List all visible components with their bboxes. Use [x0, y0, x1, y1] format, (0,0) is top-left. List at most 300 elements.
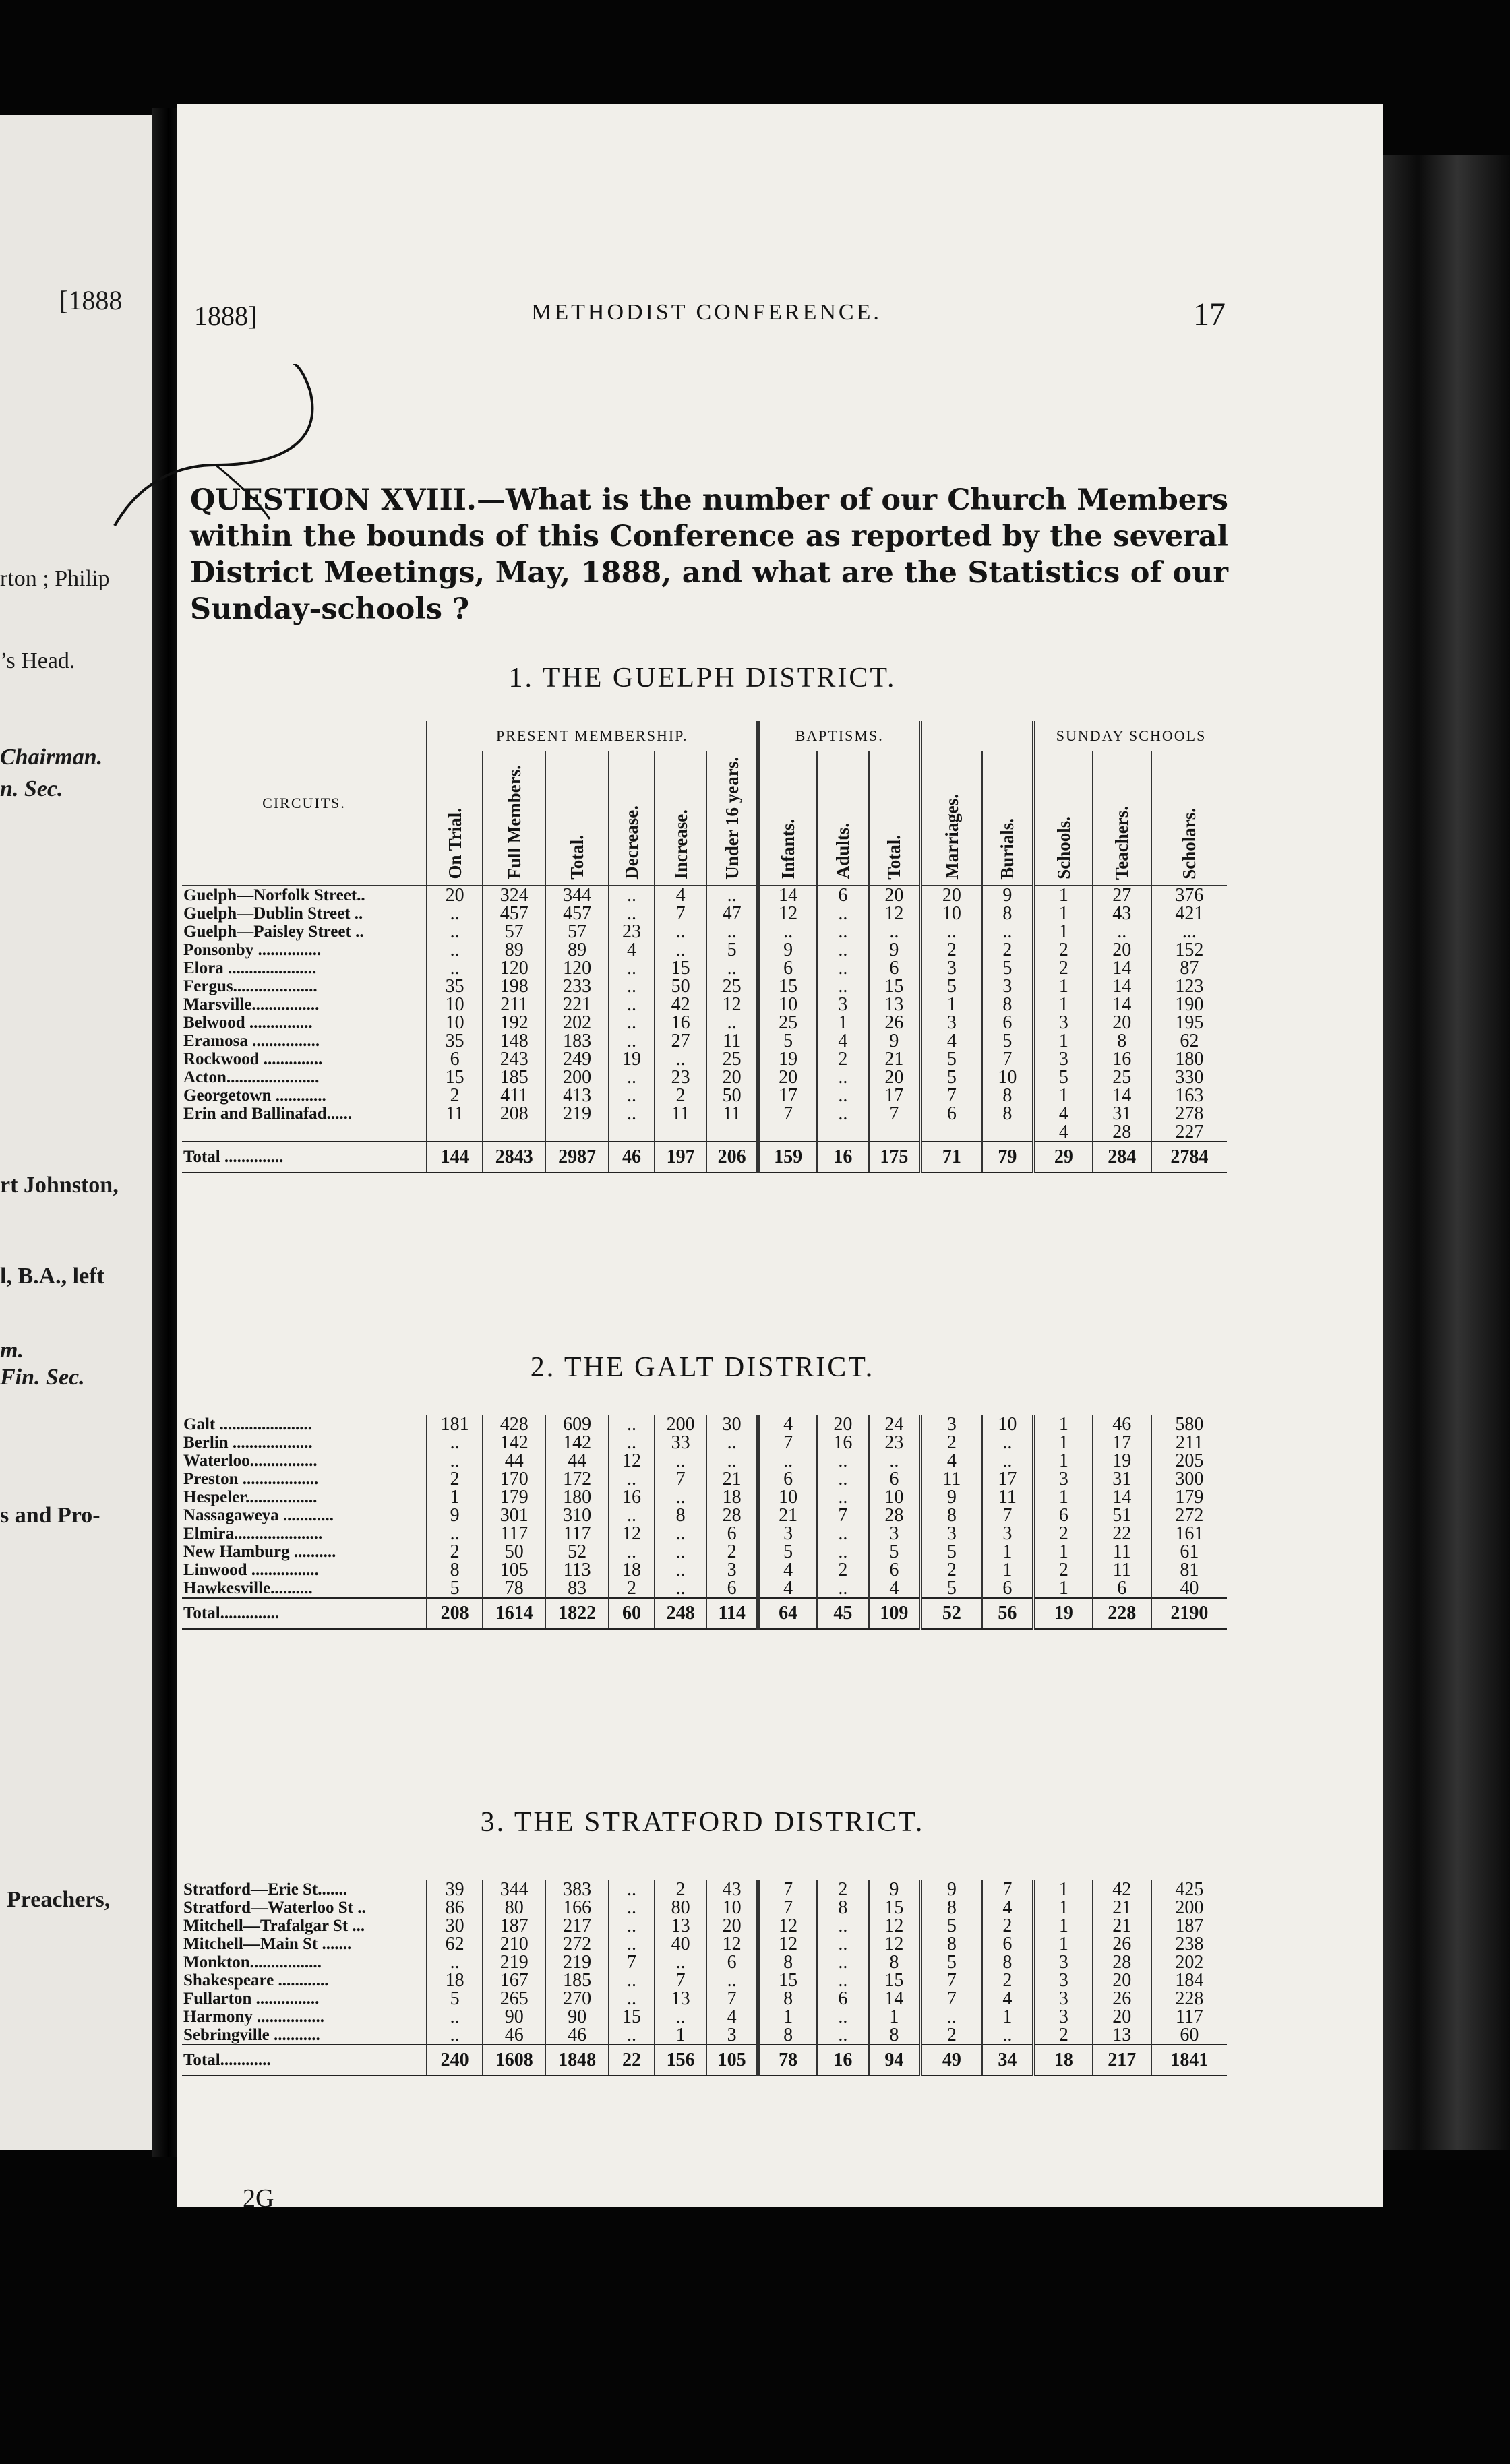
circuit-name: New Hamburg ..........	[183, 1543, 336, 1561]
cell-value: 2843	[483, 1142, 545, 1173]
cell-value: 120	[483, 959, 545, 977]
cell-value: 49	[920, 2045, 982, 2076]
cell-value: 457	[545, 904, 608, 923]
table-row	[182, 1899, 1227, 1917]
cell-value: 6	[982, 1014, 1034, 1032]
cell-value: ..	[609, 1917, 655, 1935]
cell-value: 206	[706, 1142, 758, 1173]
cell-value: 4	[758, 1561, 817, 1579]
cell-value: 272	[545, 1935, 608, 1953]
cell-value: 12	[758, 904, 817, 923]
table-row	[182, 1470, 1227, 1488]
cell-value: 2	[920, 2026, 982, 2045]
cell-value: ..	[655, 1050, 706, 1068]
cell-value: ..	[817, 1579, 869, 1598]
cell-value: 1	[1034, 1880, 1093, 1899]
cell-value: 18	[427, 1971, 483, 1990]
cell-value: ..	[869, 1452, 921, 1470]
cell-value: 12	[869, 904, 921, 923]
cell-value: 25	[706, 1050, 758, 1068]
cell-value: 3	[706, 1561, 758, 1579]
column-header: Burials.	[997, 818, 1018, 880]
circuit-name: Total..............	[182, 1598, 427, 1629]
cell-value: 11	[655, 1105, 706, 1123]
cell-value: ..	[817, 1971, 869, 1990]
signature-mark: 2G	[243, 2184, 274, 2213]
cell-value: 105	[483, 1561, 545, 1579]
table-row	[182, 1452, 1227, 1470]
cell-value: 2	[427, 1543, 483, 1561]
cell-value: 1	[1034, 1543, 1093, 1561]
table-row	[182, 1506, 1227, 1524]
cell-value: 284	[1093, 1142, 1151, 1173]
cell-value: 13	[655, 1917, 706, 1935]
cell-value: 3	[758, 1524, 817, 1543]
cell-value: 52	[545, 1543, 608, 1561]
table-row	[182, 2026, 1227, 2045]
cell-value: 4	[758, 1579, 817, 1598]
cell-value: 301	[483, 1506, 545, 1524]
cell-value: 12	[609, 1452, 655, 1470]
cell-value: 28	[706, 1506, 758, 1524]
table-row	[182, 1105, 1227, 1123]
cell-value: 11	[920, 1470, 982, 1488]
cell-value: 6	[817, 1990, 869, 2008]
cell-value: ..	[706, 1971, 758, 1990]
cell-value	[758, 1123, 817, 1142]
cell-value: 43	[706, 1880, 758, 1899]
cell-value: 2190	[1151, 1598, 1227, 1629]
cell-value: 83	[545, 1579, 608, 1598]
cell-value: 421	[1151, 904, 1227, 923]
cell-value: 10	[920, 904, 982, 923]
table-row	[182, 904, 1227, 923]
cell-value: 78	[483, 1579, 545, 1598]
cell-value: 20	[1093, 2008, 1151, 2026]
cell-value: 23	[869, 1434, 921, 1452]
cell-value: 200	[1151, 1899, 1227, 1917]
cell-value: 2	[1034, 941, 1093, 959]
cell-value: 2	[982, 941, 1034, 959]
cell-value: 6	[869, 1470, 921, 1488]
cell-value: 44	[545, 1452, 608, 1470]
cell-value: 1	[920, 995, 982, 1014]
cell-value: 33	[655, 1434, 706, 1452]
cell-value: 1	[758, 2008, 817, 2026]
cell-value: 19	[1093, 1452, 1151, 1470]
cell-value: 2	[609, 1579, 655, 1598]
cell-value: 6	[1093, 1579, 1151, 1598]
cell-value: 15	[655, 959, 706, 977]
cell-value: 40	[1151, 1579, 1227, 1598]
galt-district-table	[182, 1415, 1227, 1630]
table-row	[182, 886, 1227, 904]
cell-value: 20	[758, 1068, 817, 1086]
cell-value: 50	[483, 1543, 545, 1561]
cell-value: 7	[982, 1506, 1034, 1524]
district-title-galt: 2. THE GALT DISTRICT.	[530, 1352, 875, 1383]
cell-value: 25	[706, 977, 758, 995]
cell-value: 3	[920, 1415, 982, 1434]
cell-value	[655, 1123, 706, 1142]
cell-value: 11	[706, 1032, 758, 1050]
cell-value: 12	[706, 1935, 758, 1953]
cell-value: 227	[1151, 1123, 1227, 1142]
cell-value: 272	[1151, 1506, 1227, 1524]
cell-value: ...	[1151, 923, 1227, 941]
cell-value: 1	[1034, 1579, 1093, 1598]
table-row	[182, 1990, 1227, 2008]
cell-value: 249	[545, 1050, 608, 1068]
cell-value: 3	[1034, 1014, 1093, 1032]
cell-value: 35	[427, 1032, 483, 1050]
cell-value: ..	[869, 923, 921, 941]
cell-value: 39	[427, 1880, 483, 1899]
cell-value: 27	[1093, 886, 1151, 904]
cell-value: ..	[817, 1935, 869, 1953]
cell-value: 42	[1093, 1880, 1151, 1899]
cell-value: ..	[982, 2026, 1034, 2045]
cell-value: 185	[545, 1971, 608, 1990]
cell-value: 10	[758, 995, 817, 1014]
cell-value: 90	[545, 2008, 608, 2026]
circuit-name: Stratford—Erie St.......	[183, 1880, 348, 1899]
cell-value: 64	[758, 1598, 817, 1629]
cell-value: 8	[920, 1506, 982, 1524]
table-row	[182, 1953, 1227, 1971]
cell-value: 6	[982, 1935, 1034, 1953]
cell-value: 8	[982, 1086, 1034, 1105]
cell-value: 11	[1093, 1561, 1151, 1579]
question-xviii: QUESTION XVIII.—What is the number of our Church Members within the bounds of this Conference as reported by the several District Meetings, May, 1888, and what are the Statistics of our Sunday-schools ?	[190, 483, 1228, 626]
cell-value: 3	[920, 1014, 982, 1032]
cell-value: 7	[758, 1434, 817, 1452]
cell-value: 217	[1093, 2045, 1151, 2076]
cell-value: 9	[427, 1506, 483, 1524]
cell-value: ..	[427, 1524, 483, 1543]
cell-value: 1	[982, 1543, 1034, 1561]
cell-value: 56	[982, 1598, 1034, 1629]
cell-value: 8	[920, 1935, 982, 1953]
cell-value: 170	[483, 1470, 545, 1488]
district-title-guelph: 1. THE GUELPH DISTRICT.	[508, 663, 897, 694]
cell-value: 4	[655, 886, 706, 904]
cell-value: 8	[982, 1105, 1034, 1123]
cell-value: 7	[920, 1971, 982, 1990]
cell-value: 1	[655, 2026, 706, 2045]
cell-value: 2	[706, 1543, 758, 1561]
circuit-name: Guelph—Paisley Street ..	[183, 922, 364, 941]
cell-value: 6	[758, 1470, 817, 1488]
cell-value: 219	[545, 1105, 608, 1123]
cell-value: 14	[1093, 977, 1151, 995]
cell-value: 50	[706, 1086, 758, 1105]
cell-value: 7	[609, 1953, 655, 1971]
cell-value: 52	[920, 1598, 982, 1629]
cell-value: 8	[920, 1899, 982, 1917]
cell-value: 5	[920, 1543, 982, 1561]
cell-value: 1841	[1151, 2045, 1227, 2076]
cell-value: ..	[817, 1470, 869, 1488]
cell-value: 167	[483, 1971, 545, 1990]
cell-value: 3	[982, 977, 1034, 995]
cell-value: 7	[758, 1880, 817, 1899]
table-row	[182, 1917, 1227, 1935]
cell-value: 197	[655, 1142, 706, 1173]
table-row	[182, 941, 1227, 959]
table-row	[182, 923, 1227, 941]
cell-value: 2	[920, 941, 982, 959]
cell-value: 60	[1151, 2026, 1227, 2045]
stratford-district-table	[182, 1880, 1227, 2076]
cell-value: ..	[427, 923, 483, 941]
cell-value: 9	[869, 1032, 921, 1050]
cell-value: 184	[1151, 1971, 1227, 1990]
cell-value: 10	[427, 1014, 483, 1032]
left-page-line: l, B.A., left	[0, 1264, 104, 1289]
cell-value: 7	[655, 1971, 706, 1990]
cell-value: 8	[817, 1899, 869, 1917]
cell-value: 15	[758, 1971, 817, 1990]
cell-value: ..	[817, 1488, 869, 1506]
cell-value	[869, 1123, 921, 1142]
cell-value: 5	[920, 1917, 982, 1935]
cell-value: 7	[920, 1086, 982, 1105]
cell-value: 192	[483, 1014, 545, 1032]
cell-value: 202	[1151, 1953, 1227, 1971]
cell-value: 7	[982, 1880, 1034, 1899]
cell-value: 183	[545, 1032, 608, 1050]
cell-value: 7	[706, 1990, 758, 2008]
table-row	[182, 1415, 1227, 1434]
cell-value: 233	[545, 977, 608, 995]
cell-value: 3	[1034, 1050, 1093, 1068]
circuit-name: Preston ..................	[183, 1470, 319, 1488]
cell-value	[427, 1123, 483, 1142]
cell-value: 4	[609, 941, 655, 959]
cell-value: 8	[427, 1561, 483, 1579]
circuit-name: Guelph—Norfolk Street..	[183, 886, 365, 904]
cell-value: 12	[706, 995, 758, 1014]
cell-value: ..	[706, 1434, 758, 1452]
cell-value: 14	[869, 1990, 921, 2008]
guelph-district-table	[182, 721, 1227, 1173]
cell-value: 4	[920, 1032, 982, 1050]
cell-value: ..	[609, 904, 655, 923]
cell-value: 12	[758, 1917, 817, 1935]
cell-value: 198	[483, 977, 545, 995]
cell-value: 1	[1034, 1415, 1093, 1434]
cell-value: ..	[817, 1524, 869, 1543]
circuit-name	[182, 1123, 427, 1142]
cell-value: 28	[869, 1506, 921, 1524]
cell-value: 208	[483, 1105, 545, 1123]
cell-value: ..	[427, 941, 483, 959]
cell-value	[706, 1123, 758, 1142]
cell-value: 21	[869, 1050, 921, 1068]
circuit-name: Total............	[182, 2045, 427, 2076]
cell-value: 580	[1151, 1415, 1227, 1434]
table-row	[182, 1032, 1227, 1050]
cell-value: 148	[483, 1032, 545, 1050]
cell-value: 228	[1093, 1598, 1151, 1629]
cell-value	[483, 1123, 545, 1142]
cell-value: 90	[483, 2008, 545, 2026]
cell-value: 10	[982, 1068, 1034, 1086]
cell-value: 35	[427, 977, 483, 995]
cell-value: 330	[1151, 1068, 1227, 1086]
cell-value: 17	[982, 1470, 1034, 1488]
cell-value: 3	[920, 1524, 982, 1543]
table-row	[182, 1123, 1227, 1142]
cell-value: ..	[920, 2008, 982, 2026]
cell-value: 61	[1151, 1543, 1227, 1561]
column-header: Scholars.	[1179, 807, 1200, 880]
circuit-name: Linwood ................	[183, 1561, 319, 1579]
cell-value: 16	[655, 1014, 706, 1032]
cell-value: 62	[427, 1935, 483, 1953]
cell-value: ..	[427, 904, 483, 923]
cell-value: 15	[758, 977, 817, 995]
cell-value: 2	[982, 1971, 1034, 1990]
cell-value: 120	[545, 959, 608, 977]
cell-value: 23	[609, 923, 655, 941]
cell-value: 8	[758, 1953, 817, 1971]
cell-value: 609	[545, 1415, 608, 1434]
cell-value: 81	[1151, 1561, 1227, 1579]
cell-value: 211	[1151, 1434, 1227, 1452]
cell-value: ..	[817, 1953, 869, 1971]
cell-value: 23	[655, 1068, 706, 1086]
table-row	[182, 1524, 1227, 1543]
cell-value: 2784	[1151, 1142, 1227, 1173]
cell-value: 7	[758, 1899, 817, 1917]
cell-value: 14	[1093, 959, 1151, 977]
cell-value: ..	[817, 904, 869, 923]
cell-value: 16	[817, 1142, 869, 1173]
cell-value: 46	[1093, 1415, 1151, 1434]
cell-value: 211	[483, 995, 545, 1014]
cell-value: ..	[817, 959, 869, 977]
table-row	[182, 1068, 1227, 1086]
running-head	[187, 297, 1226, 334]
table-row	[182, 1579, 1227, 1598]
cell-value: 20	[427, 886, 483, 904]
cell-value: 217	[545, 1917, 608, 1935]
left-page-line: s and Pro-	[0, 1503, 100, 1528]
cell-value: 8	[758, 1990, 817, 2008]
table-row	[182, 1050, 1227, 1068]
cell-value: 6	[758, 959, 817, 977]
cell-value: 21	[1093, 1899, 1151, 1917]
column-header: Decrease.	[622, 805, 642, 880]
cell-value: 6	[920, 1105, 982, 1123]
cell-value: 205	[1151, 1452, 1227, 1470]
cell-value: 2	[920, 1434, 982, 1452]
circuit-name: Stratford—Waterloo St ..	[183, 1899, 366, 1917]
cell-value: 4	[1034, 1123, 1093, 1142]
cell-value	[545, 1123, 608, 1142]
circuit-name: Monkton.................	[183, 1953, 322, 1971]
cell-value: 109	[869, 1598, 921, 1629]
cell-value: ..	[609, 1086, 655, 1105]
cell-value: 31	[1093, 1105, 1151, 1123]
cell-value: 2	[817, 1050, 869, 1068]
cell-value: 9	[758, 941, 817, 959]
cell-value: 4	[869, 1579, 921, 1598]
cell-value: 117	[1151, 2008, 1227, 2026]
cell-value: 3	[982, 1524, 1034, 1543]
cell-value: 50	[655, 977, 706, 995]
cell-value: 17	[758, 1086, 817, 1105]
circuit-name: Shakespeare ............	[183, 1971, 329, 1990]
table-row	[182, 1488, 1227, 1506]
cell-value: 3	[1034, 1971, 1093, 1990]
cell-value: 11	[982, 1488, 1034, 1506]
cell-value: ..	[817, 2008, 869, 2026]
cell-value: 16	[609, 1488, 655, 1506]
cell-value: 114	[706, 1598, 758, 1629]
cell-value: 2	[427, 1470, 483, 1488]
cell-value: 19	[609, 1050, 655, 1068]
cell-value: ..	[655, 1543, 706, 1561]
column-header: Schools.	[1053, 815, 1074, 880]
cell-value: 6	[869, 1561, 921, 1579]
cell-value: 180	[545, 1488, 608, 1506]
cell-value: 71	[920, 1142, 982, 1173]
cell-value: 411	[483, 1086, 545, 1105]
cell-value: 14	[1093, 995, 1151, 1014]
cell-value: 15	[427, 1068, 483, 1086]
cell-value: 185	[483, 1068, 545, 1086]
cell-value: 3	[1034, 1953, 1093, 1971]
cell-value: 10	[706, 1899, 758, 1917]
cell-value: 4	[982, 1899, 1034, 1917]
cell-value: 20	[1093, 1014, 1151, 1032]
cell-value: 1	[1034, 995, 1093, 1014]
circuit-name: Elmira.....................	[183, 1524, 323, 1543]
cell-value: 9	[920, 1880, 982, 1899]
cell-value: 2	[920, 1561, 982, 1579]
cell-value: 7	[982, 1050, 1034, 1068]
table-row	[182, 959, 1227, 977]
cell-value: ..	[706, 886, 758, 904]
cell-value: 7	[655, 1470, 706, 1488]
cell-value: ..	[609, 886, 655, 904]
cell-value: ..	[655, 1524, 706, 1543]
cell-value: ..	[609, 1032, 655, 1050]
circuit-name: Fullarton ...............	[183, 1990, 320, 2008]
cell-value: 16	[817, 1434, 869, 1452]
cell-value: 86	[427, 1899, 483, 1917]
cell-value: 5	[427, 1990, 483, 2008]
circuit-name: Mitchell—Trafalgar St ...	[183, 1917, 365, 1935]
cell-value: 270	[545, 1990, 608, 2008]
cell-value: 9	[982, 886, 1034, 904]
cell-value: 5	[920, 977, 982, 995]
cell-value: 60	[609, 1598, 655, 1629]
cell-value: ..	[920, 923, 982, 941]
cell-value: ..	[609, 1990, 655, 2008]
cell-value	[609, 1123, 655, 1142]
cell-value: 3	[1034, 2008, 1093, 2026]
cell-value: 6	[817, 886, 869, 904]
cell-value: 17	[869, 1086, 921, 1105]
cell-value	[817, 1123, 869, 1142]
cell-value: 5	[869, 1543, 921, 1561]
cell-value: 1822	[545, 1598, 608, 1629]
cell-value: 5	[920, 1953, 982, 1971]
